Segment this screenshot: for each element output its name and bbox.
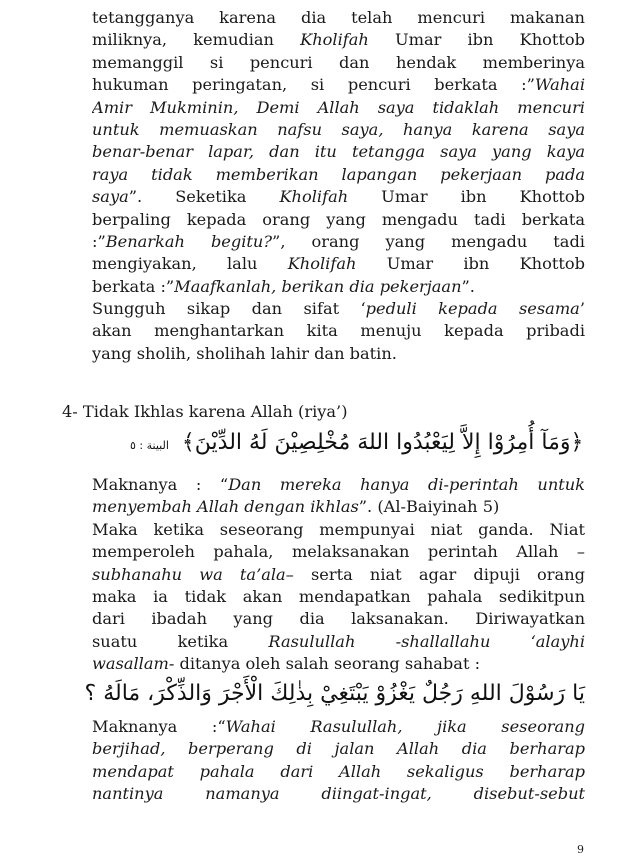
- paragraph-story: [92, 7, 585, 365]
- text-line: saya”. Seketika Kholifah Umar ibn Khottob: [92, 187, 585, 207]
- text-line: Maknanya :“Wahai Rasulullah, jika seseorang: [92, 717, 585, 736]
- text-line: raya tidak memberikan lapangan pekerjaan pada: [92, 164, 585, 184]
- text-line: maka ia tidak akan mendapatkan pahala sedikitpun: [92, 586, 585, 606]
- text-line: berkata :”Maafkanlah, berikan dia pekerjaan”.: [92, 276, 475, 296]
- text-line: menyembah Allah dengan ikhlas”. (Al-Baiyinah 5): [92, 497, 500, 517]
- arabic-hadith: [84, 677, 585, 711]
- text-line: memperoleh pahala, melaksanakan perintah Allah –: [92, 542, 585, 562]
- arabic-verse: [130, 426, 590, 463]
- text-line: berjihad, berperang di jalan Allah dia berharap: [92, 739, 585, 759]
- text-line: dari ibadah yang dia laksanakan. Diriwayatkan: [92, 609, 585, 629]
- text-line: tetangganya karena dia telah mencuri makanan: [92, 8, 585, 27]
- text-line: suatu ketika Rasulullah -shallallahu ‘alayhi: [92, 631, 585, 651]
- text-line: nantinya namanya diingat-ingat, disebut-sebut: [92, 784, 585, 804]
- text-line: benar-benar lapar, dan itu tetangga saya yang kaya: [92, 142, 585, 162]
- text-line: berpaling kepada orang yang mengadu tadi berkata: [92, 209, 585, 229]
- text-line: yang sholih, sholihah lahir dan batin.: [92, 343, 397, 363]
- text-line: wasallam- ditanya oleh salah seorang sahabat :: [92, 654, 481, 674]
- text-line: mengiyakan, lalu Kholifah Umar ibn Khottob: [92, 254, 585, 274]
- text-line: Maknanya : “Dan mereka hanya di-perintah untuk: [92, 475, 585, 494]
- text-line: Amir Mukminin, Demi Allah saya tidaklah mencuri: [92, 97, 585, 117]
- text-line: mendapat pahala dari Allah sekaligus berharap: [92, 761, 585, 781]
- text-line: Sungguh sikap dan sifat ‘peduli kepada sesama’: [92, 299, 585, 319]
- arabic-verse-text: ﴿وَمَآ أُمِرُوْا إِلاَّ لِيَعْبُدُوا اللهَ مُخْلِصِيْنَ لَهُ الدِّيْنَ﴾: [181, 430, 584, 455]
- paragraph-meaning: [92, 474, 585, 676]
- text-line: :”Benarkah begitu?”, orang yang mengadu tadi: [92, 231, 585, 251]
- text-line: Maka ketika seseorang mempunyai niat ganda. Niat: [92, 519, 585, 539]
- text-line: memanggil si pencuri dan hendak memberinya: [92, 52, 585, 72]
- verse-reference: البينة : ٥: [130, 439, 169, 452]
- arabic-hadith-text: يَا رَسُوْلَ اللهِ رَجُلٌ يَغْزُوْ يَبْتَغِيْ بِذٰلِكَ الْأَجْرَ وَالذِّكْرَ، مَالَهُ ؟: [84, 681, 585, 706]
- page-number: 9: [577, 843, 584, 856]
- text-line: untuk memuaskan nafsu saya, hanya karena saya: [92, 119, 585, 139]
- heading-text: 4- Tidak Ikhlas karena Allah (riya’): [62, 402, 348, 421]
- paragraph-hadith-meaning: [92, 716, 585, 806]
- text-line: akan menghantarkan kita menuju kepada pribadi: [92, 321, 585, 341]
- text-line: hukuman peringatan, si pencuri berkata :”Wahai: [92, 75, 585, 95]
- text-line: subhanahu wa ta’ala– serta niat agar dipuji orang: [92, 564, 585, 584]
- text-line: miliknya, kemudian Kholifah Umar ibn Khottob: [92, 30, 585, 50]
- section-heading: [62, 401, 582, 423]
